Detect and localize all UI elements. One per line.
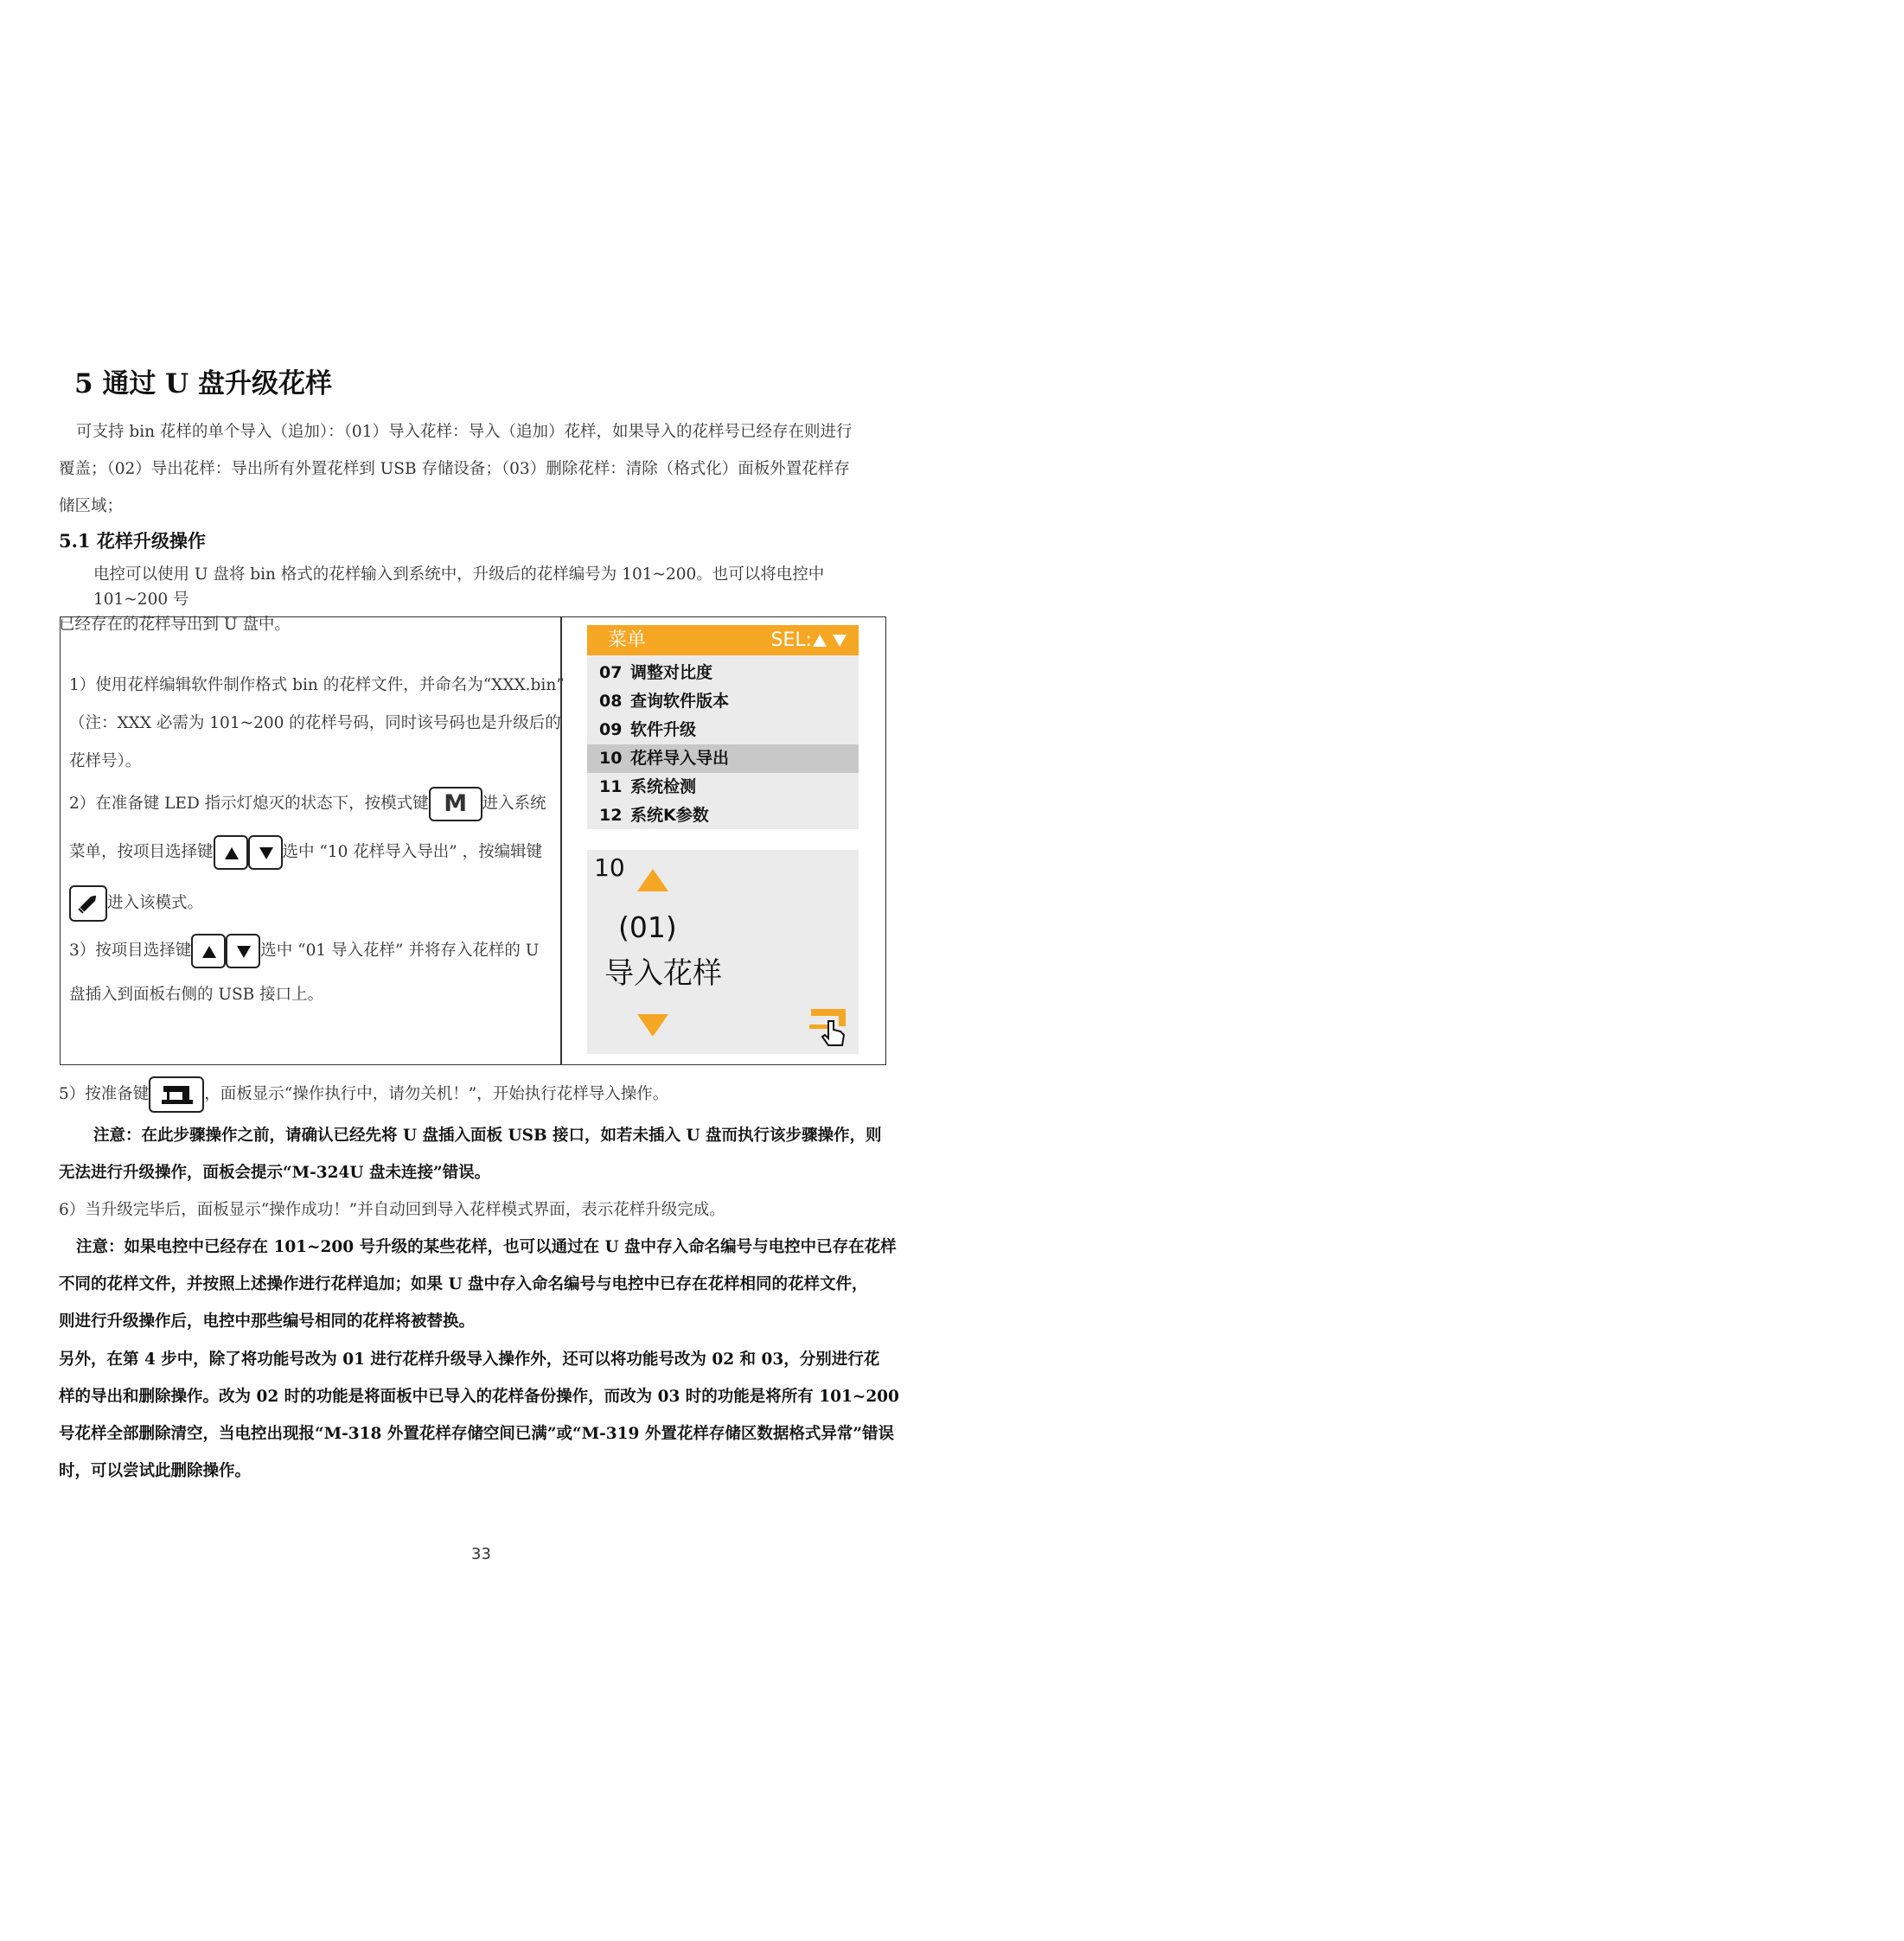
- step2-text-b1: 菜单，按项目选择键: [69, 843, 214, 861]
- up-key-icon: [214, 835, 248, 870]
- lcd-mode-screen: [587, 850, 859, 1054]
- step5-text-b: ，面板显示“操作执行中，请勿关机！”，开始执行花样导入操作。: [204, 1085, 669, 1103]
- lcd-menu-item-selected: 10 花样导入导出: [587, 744, 859, 773]
- step2-text-c: 进入该模式。: [107, 894, 204, 912]
- sub-intro-line-1: 电控可以使用 U 盘将 bin 格式的花样输入到系统中，升级后的花样编号为 101~200。也可以将电控中 101~200 号: [93, 565, 825, 609]
- lcd-menu-item: 08 查询软件版本: [599, 692, 730, 711]
- intro-line-2: 覆盖；（02）导出花样：导出所有外置花样到 USB 存储设备；（03）删除花样：清除（格式化）面板外置花样存: [59, 460, 850, 478]
- step2-text-b2: 选中 “10 花样导入导出” ，按编辑键: [282, 843, 543, 861]
- step1-line-b: （注：XXX 必需为 101~200 的花样号码，同时该号码也是升级后的: [69, 714, 561, 732]
- intro-line-1: 可支持 bin 花样的单个导入（追加）：（01）导入花样：导入（追加）花样，如果导入的花样号已经存在则进行: [76, 423, 853, 441]
- subsection-title: 5.1 花样升级操作: [59, 530, 206, 552]
- mode-key-icon: M: [429, 787, 482, 821]
- page-number: 33: [471, 1545, 491, 1563]
- step3-text-a1: 3）按项目选择键: [69, 942, 192, 960]
- note2-line-c: 则进行升级操作后，电控中那些编号相同的花样将被替换。: [59, 1312, 476, 1331]
- note1-line-b: 无法进行升级操作，面板会提示“M-324U 盘未连接”错误。: [59, 1164, 491, 1182]
- lcd-menu-title: 菜单: [608, 629, 647, 651]
- ready-key-icon: [149, 1076, 204, 1113]
- step2-line-b: [69, 835, 542, 870]
- step2-text-a1: 2）在准备键 LED 指示灯熄灭的状态下，按模式键: [69, 795, 429, 813]
- extra-line-b: 样的导出和删除操作。改为 02 时的功能是将面板中已导入的花样备份操作，而改为 03 时的功能是将所有 101~200: [59, 1388, 899, 1406]
- lcd-menu-screen: [587, 625, 859, 829]
- step2-text-a2: 进入系统: [482, 795, 546, 813]
- note1-line-a: 注意：在此步骤操作之前，请确认已经先将 U 盘插入面板 USB 接口，如若未插入 U 盘而执行该步骤操作，则: [93, 1127, 882, 1145]
- lcd-menu-sel: SEL:: [770, 629, 812, 651]
- lcd-mode-name: 导入花样: [604, 956, 722, 991]
- note2-line-b: 不同的花样文件，并按照上述操作进行花样追加；如果 U 盘中存入命名编号与电控中已存在花样相同的花样文件，: [59, 1275, 868, 1293]
- step3-text-a2: 选中 “01 导入花样” 并将存入花样的 U: [260, 942, 540, 960]
- lcd-menu-header: [587, 625, 859, 655]
- lcd-menu-item: 12 系统K参数: [599, 806, 709, 825]
- intro-paragraph: [59, 413, 898, 525]
- extra-line-c: 号花样全部删除清空，当电控出现报“M-318 外置花样存储空间已满”或“M-319 外置花样存储区数据格式异常”错误: [59, 1425, 894, 1443]
- up-down-arrows-icon: [812, 634, 848, 648]
- step3-line-b: 盘插入到面板右侧的 USB 接口上。: [69, 986, 324, 1004]
- down-key-icon: [248, 835, 283, 870]
- note2-line-a: 注意：如果电控中已经存在 101~200 号升级的某些花样，也可以通过在 U 盘中存入命名编号与电控中已存在花样: [76, 1238, 897, 1256]
- extra-line-d: 时，可以尝试此删除操作。: [59, 1462, 252, 1480]
- lcd-mode-code: (01): [618, 910, 677, 944]
- step2-line-a: [69, 787, 546, 821]
- lcd-menu-item: 11 系统检测: [599, 777, 697, 796]
- step1-line-c: 花样号）。: [69, 752, 142, 770]
- up-arrow-icon: [636, 867, 670, 893]
- extra-line-a: 另外，在第 4 步中，除了将功能号改为 01 进行花样升级导入操作外，还可以将功能号改为 02 和 03，分别进行花: [59, 1350, 880, 1369]
- lcd-mode-number: 10: [594, 853, 625, 882]
- down-key-icon: [226, 934, 260, 968]
- step5-line: [59, 1076, 668, 1113]
- step6-line: 6）当升级完毕后，面板显示“操作成功！”并自动回到导入花样模式界面，表示花样升级完成。: [59, 1201, 725, 1219]
- step3-line-a: [69, 934, 539, 968]
- sewing-hand-icon: [809, 1004, 851, 1049]
- edit-key-icon: [69, 885, 107, 922]
- step1-line-a: 1）使用花样编辑软件制作格式 bin 的花样文件，并命名为“XXX.bin”: [69, 676, 565, 694]
- up-key-icon: [191, 934, 226, 968]
- section-title: 5 通过 U 盘升级花样: [74, 368, 332, 399]
- step2-line-c: [69, 885, 203, 922]
- lcd-menu-item: 07 调整对比度: [599, 663, 713, 682]
- down-arrow-icon: [636, 1012, 670, 1038]
- intro-line-3: 储区域；: [59, 497, 124, 515]
- lcd-menu-item: 09 软件升级: [599, 720, 697, 739]
- step5-text-a: 5）按准备键: [59, 1085, 150, 1103]
- sub-intro-line-2: 已经存在的花样导出到 U 盘中。: [59, 616, 291, 634]
